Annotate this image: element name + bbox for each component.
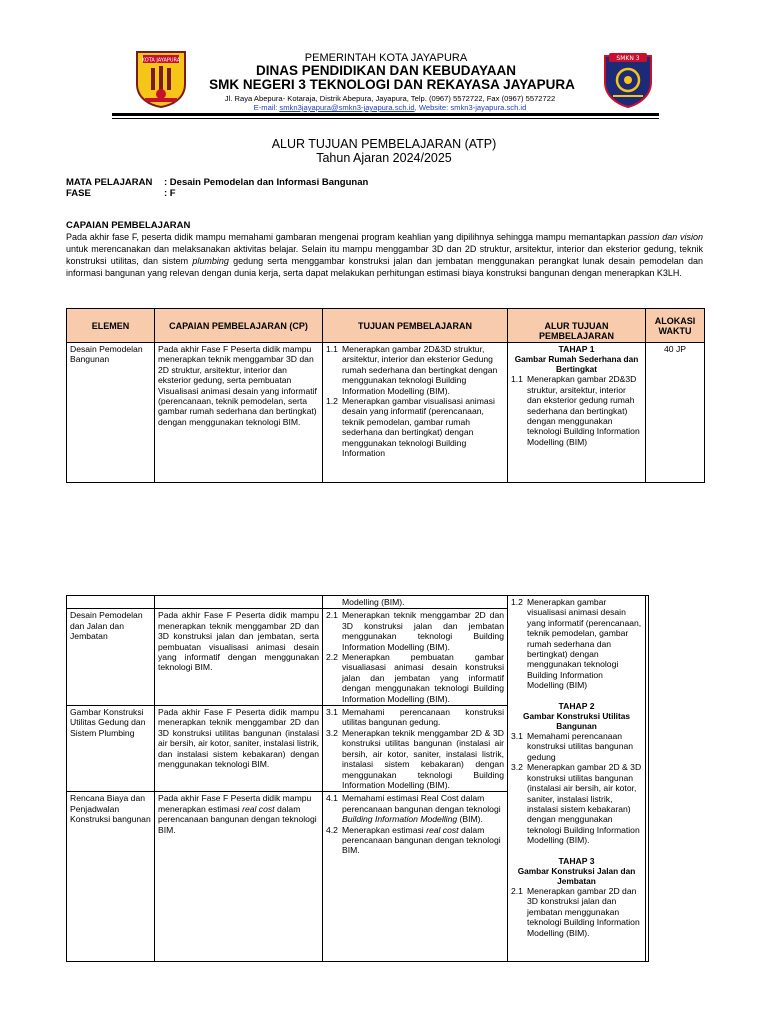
atp-cell — [508, 343, 646, 483]
stage-title: TAHAP 2 — [558, 700, 595, 711]
phase-label: FASE — [66, 188, 91, 199]
item-number: 2.2 — [326, 652, 338, 663]
item-text: Menerapkan teknik menggambar 2D & 3D konstruksi utilitas bangunan (instalasi air bersih, air kotor, saniter, instalasi listrik, instalasi sistem kebakaran) dengan menggunakan teknologi Building Information Modelling (BIM). — [342, 727, 504, 790]
item-number: 3.2 — [511, 762, 523, 773]
item-text — [342, 825, 504, 856]
tp-item — [326, 396, 504, 458]
logo-label: SMKN 3 — [616, 55, 640, 62]
table-row — [67, 343, 705, 483]
capaian-text-2: untuk merencanakan dan melaksanakan aktivitas belajar. Selain itu mampu menggambar 3D dan 2D struktur, arsitektur, interior dan eksterior gedung, teknik konstruksi utilitas, dan sistem — [66, 244, 703, 266]
item-text: Memahami perencanaan konstruksi utilitas bangunan gedung. — [342, 707, 504, 728]
item-text: Menerapkan pembuatan gambar visualiasasi animasi desain konstruksi jalan dan jembatan yang informatif dengan menggunakan teknologi Building Information Modelling (BIM). — [342, 652, 504, 704]
cp-text-1: Pada akhir Fase F Peserta didik mampu menerapkan estimasi — [158, 793, 312, 814]
atp-item — [511, 762, 642, 845]
tp-continued: Modelling (BIM). — [342, 597, 405, 607]
cp-cell: Pada akhir Fase F Peserta didik mampu menerapkan teknik menggambar 3D dan 2D struktur, arsitektur, interior dan eksterior gedung, serta pembuatan Visualisasi animasi desain yang informatif (perencanaan, teknik pemodelan, serta gambar rumah sederhana dan bertingkat) dengan menggunakan teknologi BIM. — [155, 343, 323, 483]
alokasi-cell: 40 JP — [646, 343, 705, 483]
title-line-2: Tahun Ajaran 2024/2025 — [316, 151, 452, 166]
item-text: Menerapkan gambar visualisasi animasi desain yang informatif (perencanaan, teknik pemodelan, gambar rumah sederhana dan bertingkat) dengan menggunakan teknologi Building Information Modelling (BIM) — [527, 597, 642, 691]
atp-item — [511, 886, 642, 938]
tp-item — [326, 344, 504, 396]
subject-row — [66, 178, 368, 188]
email-label: E-mail: — [253, 103, 280, 112]
capaian-text-1: Pada akhir fase F, peserta didik mampu memahami gambaran mengenai program keahlian yang dipilihnya sehingga mampu memantapkan — [66, 232, 629, 242]
government-name: PEMERINTAH KOTA JAYAPURA — [304, 52, 468, 64]
capaian-emphasis-1: passion dan vision — [628, 232, 703, 242]
website-label: , Website: — [414, 103, 451, 112]
item-text-emphasis: real cost — [426, 824, 459, 835]
atp-item — [511, 374, 642, 447]
tp-item — [326, 825, 504, 856]
tp-item — [326, 707, 504, 728]
capaian-heading: CAPAIAN PEMBELAJARAN — [66, 220, 191, 231]
tp-item — [326, 610, 504, 652]
item-text: Menerapkan gambar 2D&3D struktur, arsitektur, interior dan eksterior gedung rumah sederhana dan bertingkat) dengan menggunakan teknologi Building Information Modelling (BIM) — [527, 374, 640, 447]
tp-cell — [323, 792, 508, 962]
table-row — [67, 596, 649, 609]
stage-subtitle: Gambar Rumah Sederhana dan Bertingkat — [514, 354, 639, 375]
header-atp: ALUR TUJUAN PEMBELAJARAN — [508, 309, 646, 343]
header-tp: TUJUAN PEMBELAJARAN — [323, 309, 508, 343]
elemen-cell: Gambar Konstruksi Utilitas Gedung dan Sistem Plumbing — [67, 706, 155, 792]
item-text: Menerapkan teknik menggambar 2D dan 3D konstruksi jalan dan jembatan menggunakan teknologi Building Information Modelling (BIM). — [342, 610, 504, 652]
item-number: 4.1 — [326, 793, 338, 804]
cp-cell — [155, 792, 323, 962]
item-text-emphasis: Building Information Modelling — [342, 814, 458, 825]
tp-cell — [323, 706, 508, 792]
item-text: Menerapkan gambar 2D dan 3D konstruksi jalan dan jembatan menggunakan teknologi Building Information Modelling (BIM). — [527, 885, 640, 938]
tp-item — [326, 728, 504, 790]
item-text-part: dalam perencanaan bangunan dengan teknologi BIM. — [342, 824, 501, 856]
tp-cell — [323, 596, 508, 609]
email-link[interactable]: smkn3jayapura@smkn3-jayapura.sch.id — [279, 103, 415, 112]
school-address: Jl. Raya Abepura- Kotaraja, Distrik Abepura, Jayapura, Telp. (0967) 5572722, Fax (0967) 5572722 — [224, 94, 556, 103]
document-title — [0, 137, 768, 166]
item-number: 1.2 — [326, 396, 338, 407]
title-line-1: ALUR TUJUAN PEMBELAJARAN (ATP) — [271, 137, 497, 151]
item-text-part: Memahami estimasi Real Cost dalam perencanaan bangunan dengan teknologi — [342, 793, 501, 814]
item-number: 3.1 — [326, 707, 338, 718]
table-header-row — [67, 309, 705, 343]
stage-subtitle: Gambar Konstruksi Jalan dan Jembatan — [517, 865, 636, 886]
department-name: DINAS PENDIDIKAN DAN KEBUDAYAAN — [255, 63, 517, 78]
item-text-part: Menerapkan estimasi — [342, 824, 427, 835]
atp-table-part-2 — [66, 595, 649, 962]
header-alokasi: ALOKASI WAKTU — [646, 309, 705, 343]
elemen-cell — [67, 596, 155, 609]
item-number: 4.2 — [326, 824, 338, 835]
stage-title: TAHAP 3 — [558, 855, 595, 866]
atp-item — [511, 597, 642, 691]
subject-label: MATA PELAJARAN — [66, 177, 153, 188]
item-number: 2.1 — [326, 610, 338, 621]
contact-line — [0, 104, 768, 112]
capaian-paragraph — [66, 231, 703, 279]
cp-emphasis: real cost — [242, 803, 275, 814]
item-text: Memahami perencanaan konstruksi utilitas bangunan gedung — [527, 731, 634, 762]
stage-title: TAHAP 1 — [558, 344, 595, 354]
website-link[interactable]: smkn3-jayapura.sch.id — [450, 103, 527, 112]
cp-cell: Pada akhir Fase F Peserta didik mampu menerapkan teknik menggambar 2D dan 3D konstruksi jalan dan jembatan, serta pembuatan visualisasi animasi desain yang informatif dengan menggunakan teknologi BIM. — [155, 609, 323, 706]
stage-subtitle: Gambar Konstruksi Utilitas Bangunan — [523, 711, 630, 732]
emblem-label: KOTA JAYAPURA — [141, 57, 181, 64]
item-number: 1.1 — [511, 374, 523, 385]
elemen-cell: Rencana Biaya dan Penjadwalan Konstruksi bangunan — [67, 792, 155, 962]
cp-text-2: dalam perencanaan bangunan dengan teknologi BIM. — [158, 803, 317, 835]
item-text: Menerapkan gambar 2D & 3D konstruksi utilitas bangunan (instalasi air bersih, air kotor, saniter, instalasi listrik, instalasi sistem kebakaran) dengan menggunakan teknologi Building Information Modelling (BIM). — [527, 762, 642, 846]
item-number: 1.2 — [511, 597, 523, 607]
phase-value: : F — [164, 188, 176, 199]
cp-cell — [155, 596, 323, 609]
atp-item — [511, 731, 642, 762]
tp-cell — [323, 609, 508, 706]
item-number: 2.1 — [511, 885, 523, 896]
elemen-cell: Desain Pemodelan Bangunan — [67, 343, 155, 483]
item-number: 3.2 — [326, 727, 338, 738]
atp-cell — [508, 596, 646, 962]
subject-value: : Desain Pemodelan dan Informasi Bangunan — [164, 177, 369, 188]
capaian-text-3: gedung serta menggambar konstruksi jalan dan jembatan menggunakan perangkat lunak desain pemodelan dan informasi bangunan yang relevan dengan dunia kerja, serta dapat melakukan perhitungan estimasi biaya konstruksi bangunan dengan menerapkan K3LH. — [66, 256, 704, 278]
item-text: Menerapkan gambar 2D&3D struktur, arsitektur, interior dan eksterior Gedung rumah sederhana dan bertingkat dengan menggunakan teknologi Building Information Modelling (BIM). — [342, 344, 498, 396]
atp-table-part-1 — [66, 308, 705, 483]
letterhead-divider-thick — [112, 113, 659, 116]
item-text — [342, 793, 504, 824]
letterhead-divider-thin — [112, 118, 659, 119]
header-cp: CAPAIAN PEMBELAJARAN (CP) — [155, 309, 323, 343]
item-text-part: (BIM). — [457, 814, 483, 825]
item-text: Menerapkan gambar visualisasi animasi desain yang informatif (perencanaan, teknik pemodelan, gambar rumah sederhana dan bertingkat) dengan menggunakan teknologi Building Information — [342, 396, 495, 459]
elemen-cell: Desain Pemodelan dan Jalan dan Jembatan — [67, 609, 155, 706]
capaian-emphasis-2: plumbing — [192, 256, 229, 266]
item-number: 1.1 — [326, 344, 338, 354]
tp-item — [326, 652, 504, 704]
school-name: SMK NEGERI 3 TEKNOLOGI DAN REKAYASA JAYAPURA — [209, 77, 575, 92]
tp-item — [326, 793, 504, 824]
item-number: 3.1 — [511, 731, 523, 742]
phase-row — [66, 189, 176, 199]
alokasi-cell — [646, 596, 649, 962]
cp-cell: Pada akhir Fase F Peserta didik mampu menerapkan teknik menggambar 2D dan 3D konstruksi utilitas bangunan (instalasi air bersih, air kotor, saniter, instalasi listrik, dan instalasi sistem kebakaran) dengan menggunakan teknologi BIM. — [155, 706, 323, 792]
header-elemen: ELEMEN — [67, 309, 155, 343]
tp-cell — [323, 343, 508, 483]
